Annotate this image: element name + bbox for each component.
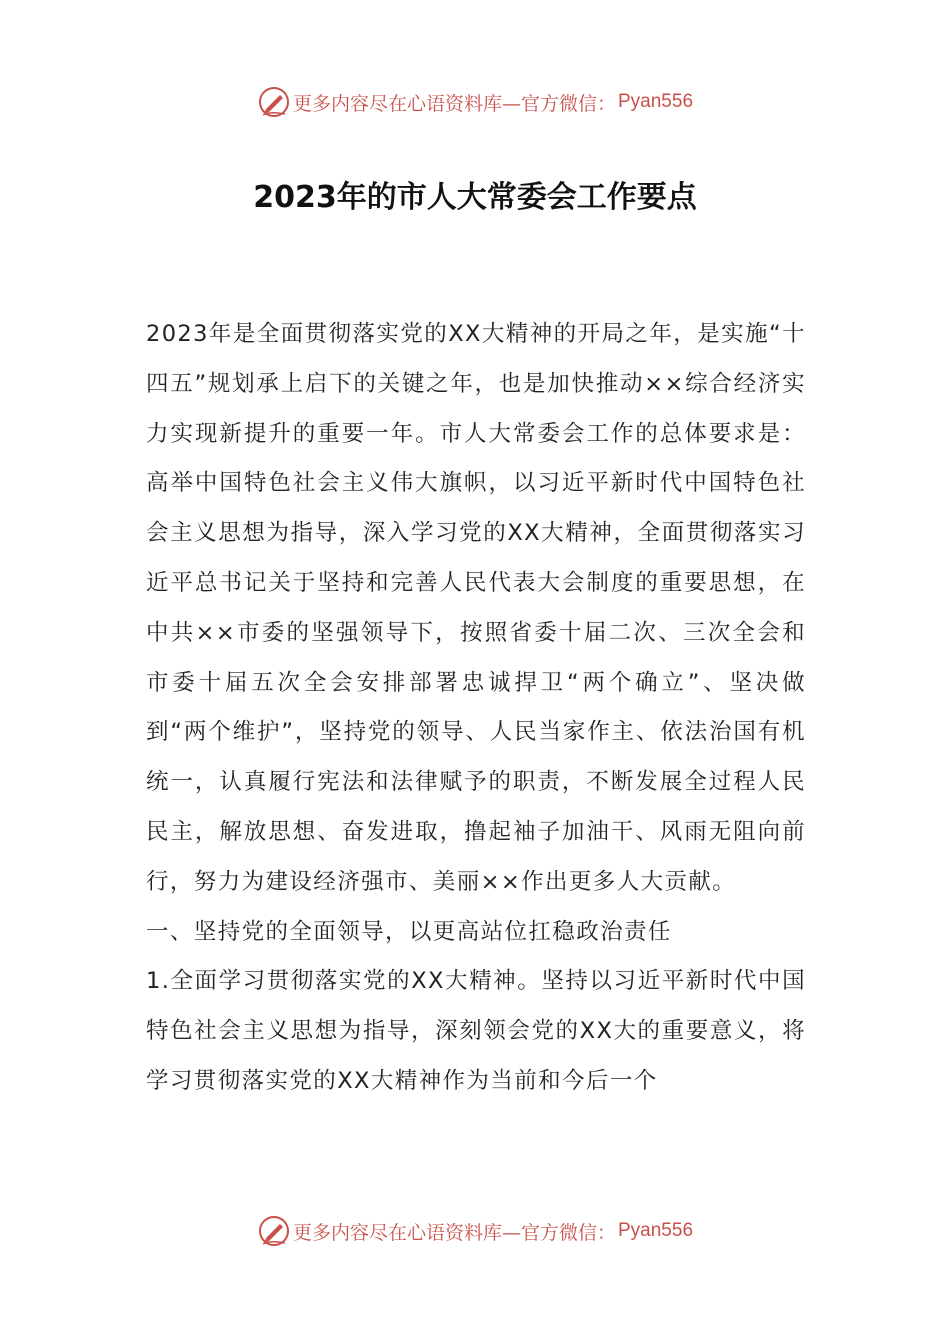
watermark-wechat-id: Pyan556 bbox=[618, 91, 694, 112]
document-title: 2023年的市人大常委会工作要点 bbox=[253, 180, 697, 215]
document-body bbox=[146, 310, 806, 1107]
header-watermark bbox=[0, 82, 950, 122]
pen-logo-icon bbox=[257, 1214, 291, 1248]
pen-logo-icon bbox=[257, 85, 291, 119]
watermark-wechat-id: Pyan556 bbox=[618, 1220, 694, 1241]
intro-paragraph: 2023年是全面贯彻落实党的XX大精神的开局之年，是实施“十四五”规划承上启下的关键之年，也是加快推动××综合经济实力实现新提升的重要一年。市人大常委会工作的总体要求是：高举中国特色社会主义伟大旗帜，以习近平新时代中国特色社会主义思想为指导，深入学习党的XX大精神，全面贯彻落实习近平总书记关于坚持和完善人民代表大会制度的重要思想，在中共××市委的坚强领导下，按照省委十届二次、三次全会和市委十届五次全会安排部署忠诚捍卫“两个确立”、坚决做到“两个维护”，坚持党的领导、人民当家作主、依法治国有机统一，认真履行宪法和法律赋予的职责，不断发展全过程人民民主，解放思想、奋发进取，撸起袖子加油干、风雨无阻向前行，努力为建设经济强市、美丽××作出更多人大贡献。 bbox=[146, 321, 806, 895]
section-heading-1: 一、坚持党的全面领导，以更高站位扛稳政治责任 bbox=[146, 918, 672, 945]
watermark-text: 更多内容尽在心语资料库—官方微信： bbox=[292, 1221, 616, 1244]
section-1-item-1: 1.全面学习贯彻落实党的XX大精神。坚持以习近平新时代中国特色社会主义思想为指导，深刻领会党的XX大的重要意义，将学习贯彻落实党的XX大精神作为当前和今后一个 bbox=[146, 968, 806, 1094]
watermark-text: 更多内容尽在心语资料库—官方微信： bbox=[292, 92, 616, 115]
footer-watermark bbox=[0, 1211, 950, 1251]
